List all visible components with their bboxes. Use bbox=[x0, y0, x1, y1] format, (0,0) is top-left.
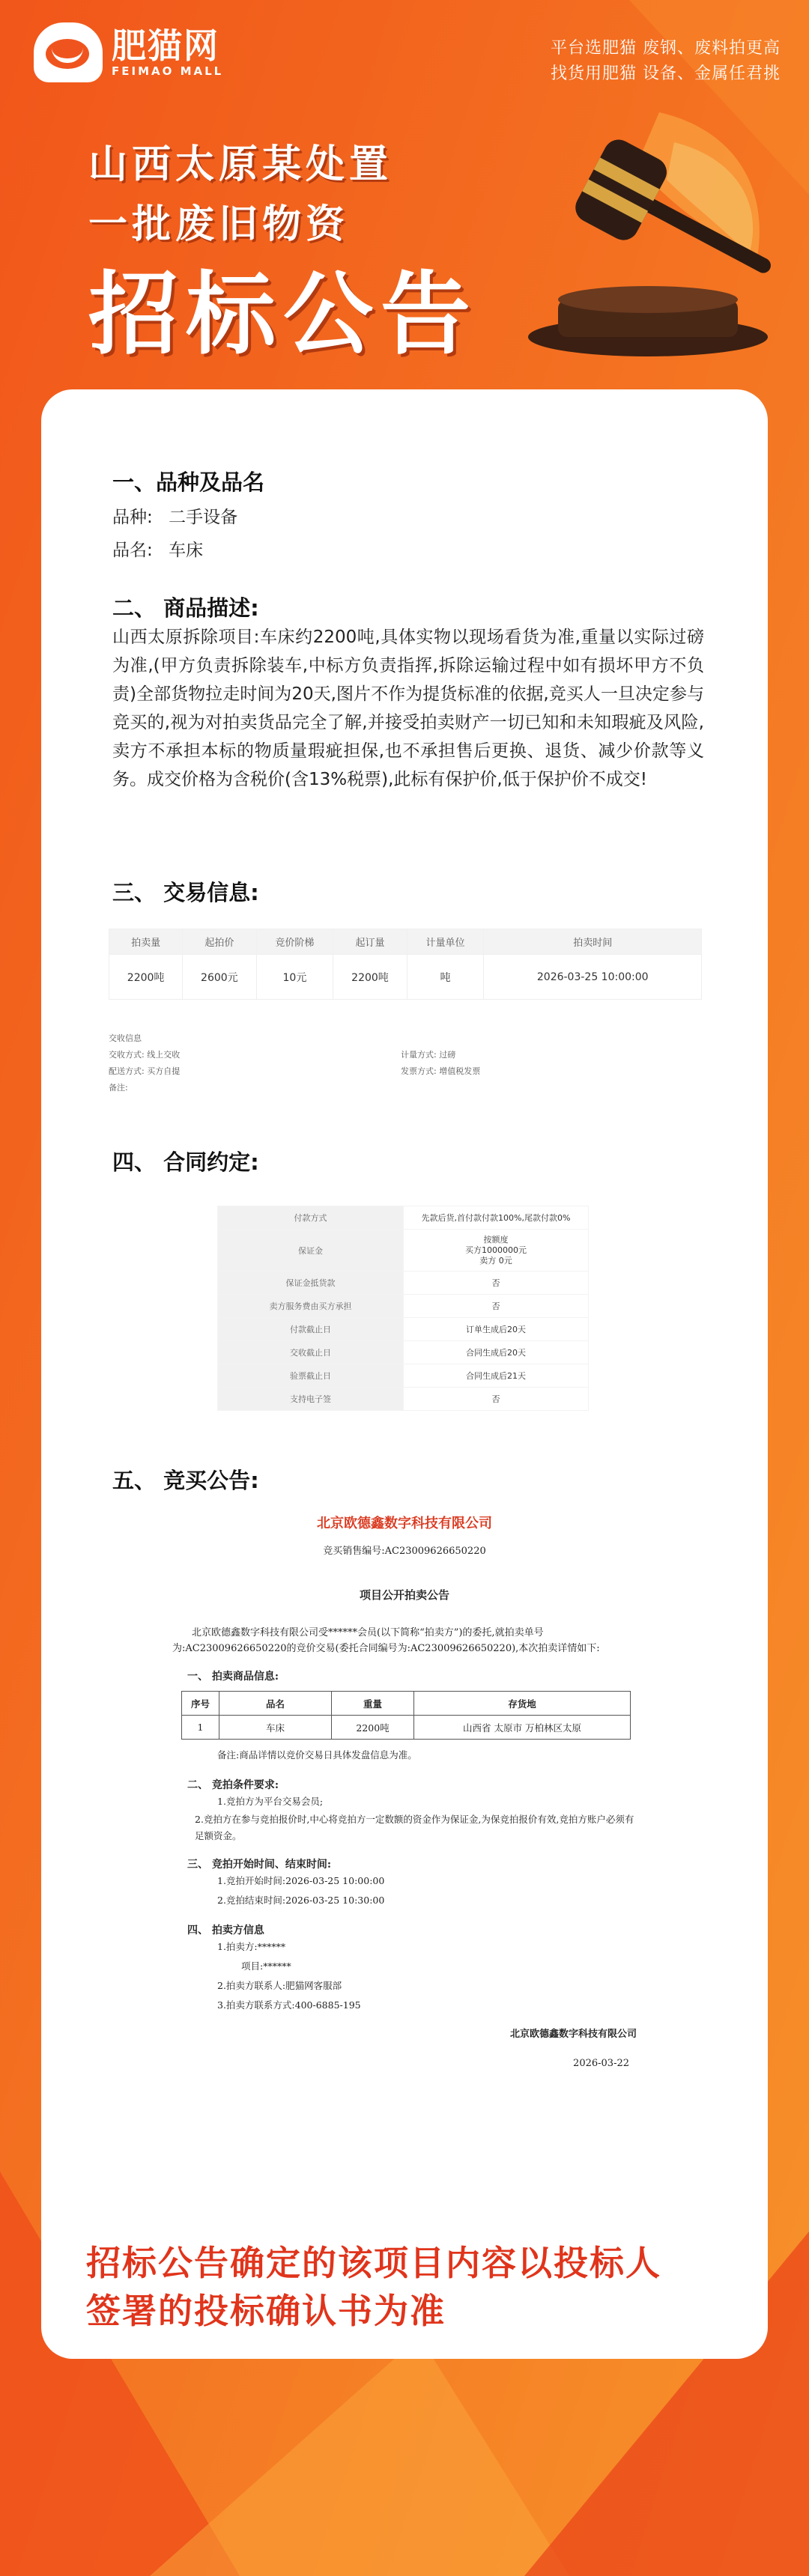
trade-cell: 2200吨 bbox=[109, 955, 183, 1000]
trade-header: 拍卖时间 bbox=[484, 929, 702, 955]
contract-value: 否 bbox=[404, 1388, 589, 1411]
notice-contact: 2.拍卖方联系人:肥猫网客服部 bbox=[217, 1980, 342, 1991]
notice-start-time: 1.竞拍开始时间:2026-03-25 10:00:00 bbox=[217, 1875, 385, 1886]
bottom-line-2: 签署的投标确认书为准 bbox=[86, 2291, 446, 2331]
gavel-icon bbox=[487, 112, 794, 359]
notice-note: 备注:商品详情以竞价交易日具体发盘信息为准。 bbox=[217, 1749, 417, 1761]
contract-key: 付款截止日 bbox=[218, 1318, 404, 1341]
product-description: 山西太原拆除项目:车床约2200吨,具体实物以现场看货为准,重量以实际过磅为准,(甲方负责拆除装车,中标方负责指挥,拆除运输过程中如有损坏甲方不负责)全部货物拉走时间为20天,图片不作为提货标准的依据,竞买人一旦决定参与竞买的,视为对拍卖货品完全了解,并接受拍卖财产一切已知和未知瑕疵及风险,卖方不承担本标的物质量瑕疵担保,也不承担售后更换、退货、减少价款等义务。成交价格为含税价(含13%税票),此标有保护价,低于保护价不成交! bbox=[112, 628, 704, 789]
trade-header: 计量单位 bbox=[407, 929, 484, 955]
hero-line-1: 山西太原某处置 bbox=[88, 142, 393, 187]
goods-header: 存货地 bbox=[414, 1692, 631, 1716]
goods-header: 重量 bbox=[332, 1692, 414, 1716]
hero-line-3: 招标公告 bbox=[88, 263, 478, 367]
notice-end-time: 2.竞拍结束时间:2026-03-25 10:30:00 bbox=[217, 1895, 385, 1906]
slogan-line-1: 平台选肥猫 废钢、废料拍更高 bbox=[551, 39, 781, 58]
contract-value: 订单生成后20天 bbox=[404, 1318, 589, 1341]
variety-row bbox=[112, 503, 237, 528]
notice-condition-1: 1.竞拍方为平台交易会员; bbox=[217, 1796, 324, 1807]
notice-project: 项目:****** bbox=[241, 1960, 291, 1972]
trade-header: 拍卖量 bbox=[109, 929, 183, 955]
notice-title: 项目公开拍卖公告 bbox=[359, 1588, 449, 1602]
goods-cell: 2200吨 bbox=[332, 1716, 414, 1740]
name-value: 车床 bbox=[169, 541, 204, 560]
info-label: 备注: bbox=[109, 1083, 128, 1093]
trade-cell: 2026-03-25 10:00:00 bbox=[484, 955, 702, 1000]
contract-value: 先款后货,首付款付款100%,尾款付款0% bbox=[404, 1206, 589, 1230]
contract-table bbox=[217, 1206, 589, 1411]
info-label: 计量方式: bbox=[401, 1050, 437, 1060]
goods-header: 序号 bbox=[182, 1692, 219, 1716]
notice-goods-table bbox=[181, 1691, 631, 1740]
trade-cell: 2600元 bbox=[183, 955, 256, 1000]
notice-heading-3: 三、 竞拍开始时间、结束时间: bbox=[187, 1859, 332, 1871]
trade-header: 竞价阶梯 bbox=[256, 929, 333, 955]
section-3-title: 三、 交易信息: bbox=[112, 880, 259, 905]
brand-logo[interactable] bbox=[34, 22, 223, 82]
auction-notice bbox=[172, 1513, 637, 2069]
notice-date: 2026-03-22 bbox=[573, 2058, 629, 2069]
notice-signature: 北京欧德鑫数字科技有限公司 bbox=[509, 2029, 637, 2040]
notice-auctioneer: 1.拍卖方:****** bbox=[217, 1941, 286, 1952]
cat-logo-icon bbox=[34, 22, 103, 82]
section-2-title: 二、 商品描述: bbox=[112, 595, 259, 621]
info-value: 过磅 bbox=[439, 1050, 456, 1060]
info-row bbox=[109, 1063, 702, 1080]
contract-value: 按额度 买方1000000元 卖方 0元 bbox=[404, 1230, 589, 1272]
hero-title bbox=[88, 135, 478, 371]
trade-cell: 10元 bbox=[256, 955, 333, 1000]
notice-heading-1: 一、 拍卖商品信息: bbox=[187, 1671, 279, 1683]
notice-heading-2: 二、 竞拍条件要求: bbox=[187, 1779, 279, 1791]
brand-en: FEIMAO MALL bbox=[112, 64, 224, 78]
slogan bbox=[551, 36, 781, 87]
goods-header: 品名 bbox=[219, 1692, 332, 1716]
notice-sale-number: 竞买销售编号:AC23009626650220 bbox=[323, 1546, 486, 1557]
section-5-title: 五、 竞买公告: bbox=[112, 1468, 259, 1493]
variety-value: 二手设备 bbox=[169, 508, 238, 527]
trade-table bbox=[109, 929, 702, 1000]
info-row bbox=[109, 1047, 702, 1063]
contract-value: 否 bbox=[404, 1272, 589, 1295]
trade-cell: 2200吨 bbox=[333, 955, 407, 1000]
contract-key: 卖方服务费由买方承担 bbox=[218, 1295, 404, 1318]
notice-condition-2: 2.竞拍方在参与竞拍报价时,中心将竞拍方一定数额的资金作为保证金,为保竞拍报价有效,竞拍方账户必须有足额资金。 bbox=[195, 1814, 634, 1841]
info-value: 买方自提 bbox=[147, 1066, 181, 1076]
info-label: 交收方式: bbox=[109, 1050, 145, 1060]
bottom-line-1: 招标公告确定的该项目内容以投标人 bbox=[86, 2243, 661, 2283]
header bbox=[0, 0, 809, 389]
section-4-title: 四、 合同约定: bbox=[112, 1149, 259, 1175]
contract-value: 合同生成后20天 bbox=[404, 1341, 589, 1364]
contract-value: 否 bbox=[404, 1295, 589, 1318]
hero-line-2: 一批废旧物资 bbox=[88, 202, 350, 247]
goods-cell: 1 bbox=[182, 1716, 219, 1740]
goods-cell: 山西省 太原市 万柏林区太原 bbox=[414, 1716, 631, 1740]
info-value: 增值税发票 bbox=[439, 1066, 481, 1076]
section-1-title: 一、品种及品名 bbox=[112, 470, 265, 495]
notice-company: 北京欧德鑫数字科技有限公司 bbox=[317, 1516, 492, 1531]
goods-cell: 车床 bbox=[219, 1716, 332, 1740]
delivery-info-title: 交收信息 bbox=[109, 1033, 142, 1043]
name-row bbox=[112, 536, 203, 561]
brand-name: 肥猫网 bbox=[112, 25, 219, 66]
info-row bbox=[109, 1080, 702, 1096]
notice-heading-4: 四、 拍卖方信息 bbox=[187, 1925, 264, 1936]
contract-key: 保证金 bbox=[218, 1230, 404, 1272]
contract-key: 验票截止日 bbox=[218, 1364, 404, 1388]
contract-key: 支持电子签 bbox=[218, 1388, 404, 1411]
info-value: 线上交收 bbox=[147, 1050, 181, 1060]
trade-header: 起订量 bbox=[333, 929, 407, 955]
variety-label: 品种: bbox=[112, 508, 153, 527]
info-label: 配送方式: bbox=[109, 1066, 145, 1076]
notice-phone: 3.拍卖方联系方式:400-6885-195 bbox=[217, 1999, 361, 2011]
slogan-line-2: 找货用肥猫 设备、金属任君挑 bbox=[551, 64, 781, 83]
contract-value: 合同生成后21天 bbox=[404, 1364, 589, 1388]
contract-key: 付款方式 bbox=[218, 1206, 404, 1230]
info-label: 发票方式: bbox=[401, 1066, 437, 1076]
contract-key: 保证金抵货款 bbox=[218, 1272, 404, 1295]
bottom-statement bbox=[86, 2239, 745, 2335]
notice-intro: 北京欧德鑫数字科技有限公司受******会员(以下简称“拍卖方”)的委托,就拍卖单号为:AC23009626650220的竞价交易(委托合同编号为:AC23009626650220),本次拍卖详情如下: bbox=[172, 1627, 600, 1654]
contract-key: 交收截止日 bbox=[218, 1341, 404, 1364]
trade-cell: 吨 bbox=[407, 955, 484, 1000]
delivery-info bbox=[109, 1030, 702, 1096]
name-label: 品名: bbox=[112, 541, 153, 560]
trade-header: 起拍价 bbox=[183, 929, 256, 955]
